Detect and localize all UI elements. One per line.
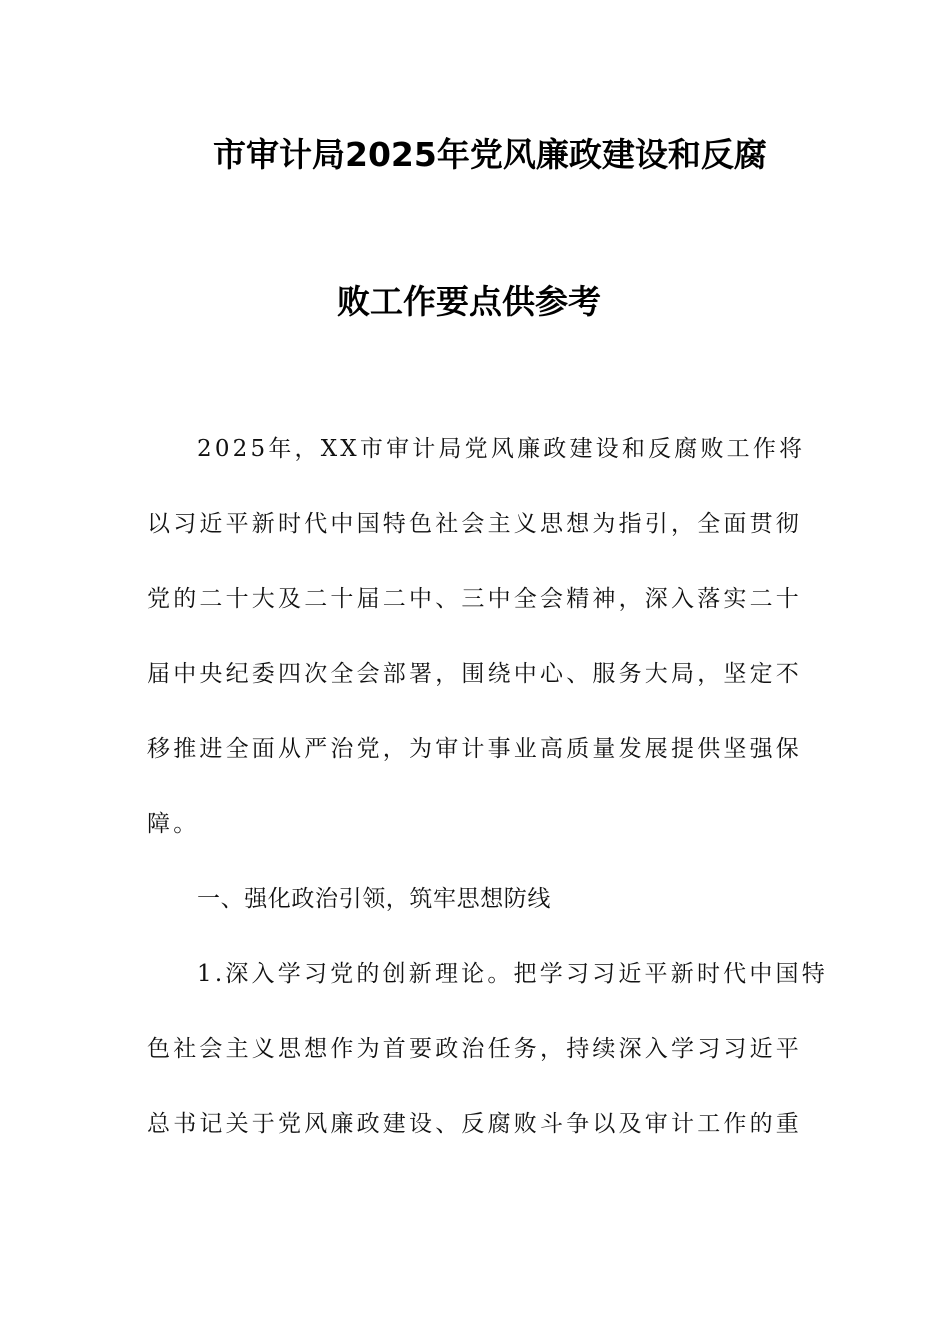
- section-item-line: 色社会主义思想作为首要政治任务，持续深入学习习近平: [147, 1036, 802, 1062]
- intro-paragraph-line: 障。: [147, 811, 200, 837]
- document-title-line-1: 市审计局2025年党风廉政建设和反腐: [213, 135, 767, 174]
- intro-paragraph-line: 移推进全面从严治党，为审计事业高质量发展提供坚强保: [147, 736, 802, 762]
- intro-paragraph-line: 2025年，XX市审计局党风廉政建设和反腐败工作将: [197, 436, 806, 462]
- section-item-line: 1.深入学习党的创新理论。把学习习近平新时代中国特: [197, 961, 828, 987]
- intro-paragraph-line: 党的二十大及二十届二中、三中全会精神，深入落实二十: [147, 586, 802, 612]
- section-item-line: 总书记关于党风廉政建设、反腐败斗争以及审计工作的重: [147, 1111, 802, 1137]
- document-title-line-2: 败工作要点供参考: [337, 282, 601, 321]
- intro-paragraph-line: 届中央纪委四次全会部署，围绕中心、服务大局，坚定不: [147, 661, 802, 687]
- intro-paragraph-line: 以习近平新时代中国特色社会主义思想为指引，全面贯彻: [147, 511, 802, 537]
- section-heading: 一、强化政治引领，筑牢思想防线: [197, 886, 551, 912]
